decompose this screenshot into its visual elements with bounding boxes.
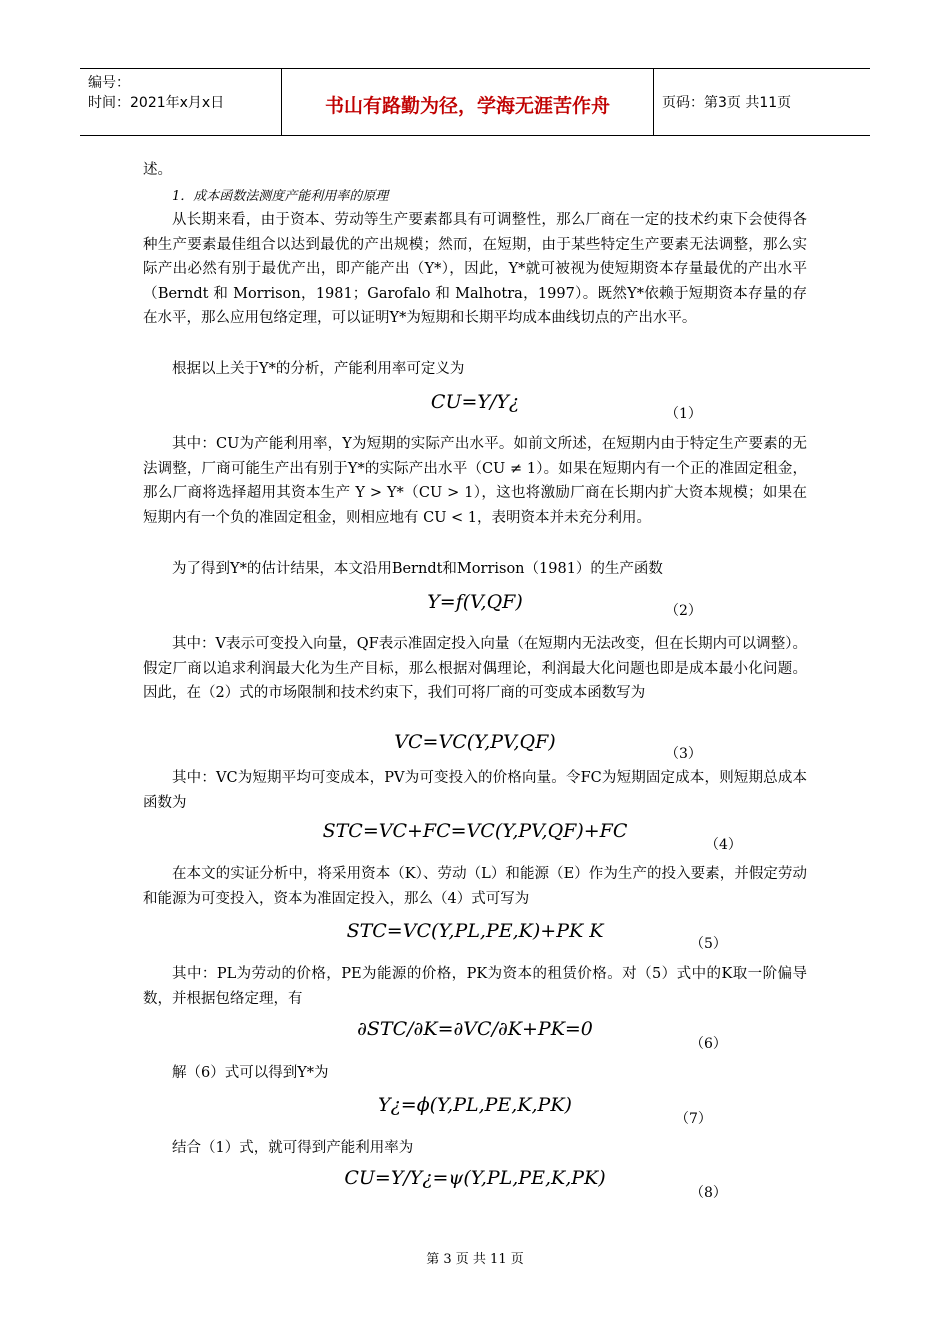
equation-number-2: （2） — [665, 603, 702, 619]
equation-number-4: （4） — [705, 837, 742, 853]
paragraph-9: 解（6）式可以得到Y*为 — [172, 1065, 329, 1081]
equation-number-6: （6） — [690, 1036, 727, 1052]
section-heading: 1．成本函数法测度产能利用率的原理 — [172, 189, 389, 204]
header-meta — [80, 69, 282, 135]
paragraph-8: 其中：PL为劳动的价格，PE为能源的价格，PK为资本的租赁价格。对（5）式中的K取一阶偏导数，并根据包络定理，有 — [143, 966, 807, 1007]
doc-number-label: 编号： — [88, 75, 130, 91]
equation-4: STC=VC+FC=VC(Y,PV,QF)+FC — [322, 820, 628, 842]
paragraph-1: 从长期来看，由于资本、劳动等生产要素都具有可调整性，那么厂商在一定的技术约束下会使得各种生产要素最佳组合以达到最优的产出规模；然而，在短期，由于某些特定生产要素无法调整，那么实际产出必然有别于最优产出，即产能产出（Y*），因此，Y*就可被视为使短期资本存量最优的产出水平（Berndt 和 Morrison，1981；Garofalo 和 Malhotra，1997）。既然Y*依赖于短期资本存量的存在水平，那么应用包络定理，可以证明Y*为短期和长期平均成本曲线切点的产出水平。 — [143, 212, 807, 326]
paragraph-5: 其中：V表示可变投入向量，QF表示准固定投入向量（在短期内无法改变，但在长期内可以调整）。假定厂商以追求利润最大化为生产目标，那么根据对偶理论，利润最大化问题也即是成本最小化问题。因此，在（2）式的市场限制和技术约束下，我们可将厂商的可变成本函数写为 — [143, 636, 807, 701]
equation-8: CU=Y/Y¿=ψ(Y,PL,PE,K,PK) — [344, 1167, 606, 1189]
paragraph-3: 其中：CU为产能利用率，Y为短期的实际产出水平。如前文所述，在短期内由于特定生产要素的无法调整，厂商可能生产出有别于Y*的实际产出水平（CU ≠ 1）。如果在短期内有一个正的准固定租金，那么厂商将选择超用其资本生产 Y > Y*（CU > 1），这也将激励厂商在长期内扩大资本规模；如果在短期内有一个负的准固定租金，则相应地有 CU < 1，表明资本并未充分利用。 — [143, 436, 807, 526]
equation-7: Y¿=ϕ(Y,PL,PE,K,PK) — [378, 1094, 572, 1116]
equation-number-1: （1） — [665, 406, 702, 422]
paragraph-intro-end: 述。 — [143, 162, 172, 178]
paragraph-4: 为了得到Y*的估计结果，本文沿用Berndt和Morrison（1981）的生产函数 — [172, 561, 663, 577]
paragraph-2: 根据以上关于Y*的分析，产能利用率可定义为 — [172, 361, 465, 377]
page-footer: 第 3 页 共 11 页 — [426, 1252, 524, 1267]
paragraph-10: 结合（1）式，就可得到产能利用率为 — [172, 1140, 414, 1156]
header-motto: 书山有路勤为径，学海无涯苦作舟 — [282, 69, 654, 135]
page-header — [80, 68, 870, 136]
paragraph-7: 在本文的实证分析中，将采用资本（K）、劳动（L）和能源（E）作为生产的投入要素，并假定劳动和能源为可变投入，资本为准固定投入，那么（4）式可写为 — [143, 866, 807, 907]
paragraph-6: 其中：VC为短期平均可变成本，PV为可变投入的价格向量。令FC为短期固定成本，则短期总成本函数为 — [143, 770, 807, 811]
equation-6: ∂STC/∂K=∂VC/∂K+PK=0 — [357, 1018, 593, 1040]
equation-5: STC=VC(Y,PL,PE,K)+PK K — [346, 920, 604, 942]
equation-3: VC=VC(Y,PV,QF) — [394, 731, 556, 753]
equation-number-5: （5） — [690, 936, 727, 952]
equation-number-3: （3） — [665, 746, 702, 762]
equation-number-8: （8） — [690, 1185, 727, 1201]
header-page-info: 页码：第3页 共11页 — [662, 95, 792, 111]
doc-date-label: 时间：2021年x月x日 — [88, 95, 225, 111]
equation-1: CU=Y/Y¿ — [430, 391, 520, 413]
equation-2: Y=f(V,QF) — [427, 591, 523, 613]
equation-number-7: （7） — [675, 1111, 712, 1127]
